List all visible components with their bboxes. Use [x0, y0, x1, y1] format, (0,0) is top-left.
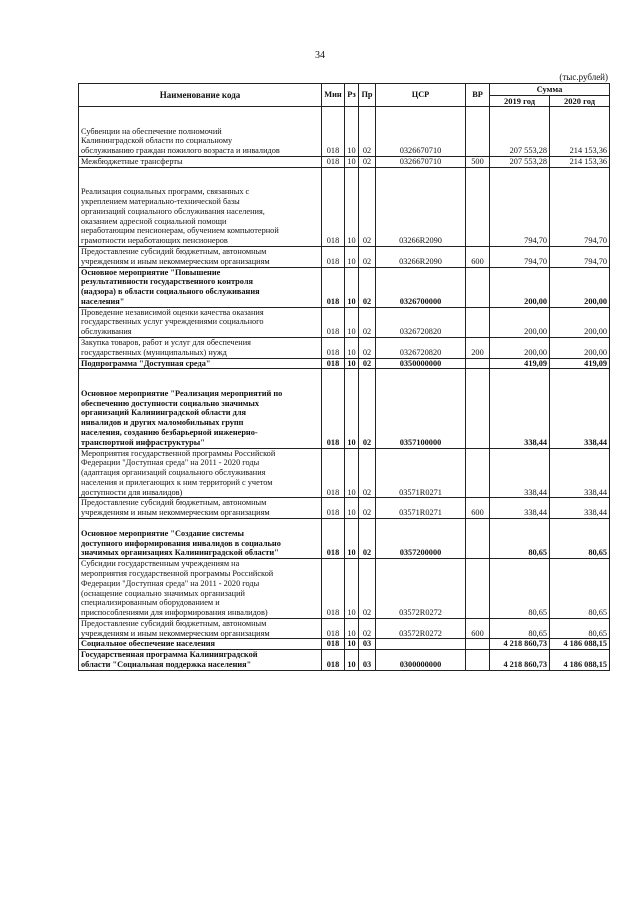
- cell-name-line: государственных услуг учреждениями социального: [81, 317, 264, 327]
- cell-csr: 03572R0272: [376, 559, 466, 619]
- table-row: [79, 107, 610, 157]
- cell-name-line: населения и прилегающих к ним территорий с учетом: [81, 477, 273, 487]
- cell-csr: 03571R0271: [376, 498, 466, 519]
- cell-vr: [466, 307, 490, 337]
- cell-rz: 10: [345, 107, 359, 157]
- cell-name: [79, 307, 322, 337]
- cell-rz: 10: [345, 618, 359, 639]
- cell-2020: 200,00: [550, 337, 610, 358]
- cell-name-line: Предоставление субсидий бюджетным, автономным: [81, 246, 267, 256]
- cell-name-line: Федерации "Доступная среда" на 2011 - 2020 годы: [81, 578, 260, 588]
- cell-name-line: Основное мероприятие "Реализация мероприятий по: [81, 388, 283, 398]
- cell-csr: 03266R2090: [376, 167, 466, 246]
- cell-name-line: значимых организациях Калининградской области": [81, 548, 279, 558]
- cell-name-line: [81, 177, 319, 187]
- cell-2019: 200,00: [490, 307, 550, 337]
- header-2020: 2020 год: [550, 96, 610, 107]
- cell-rz: 10: [345, 156, 359, 167]
- table-row: [79, 167, 610, 246]
- cell-name-line: Основное мероприятие "Повышение: [81, 267, 221, 277]
- units-label: (тыс.рублей): [559, 72, 608, 82]
- cell-2019: 338,44: [490, 498, 550, 519]
- cell-pr: 02: [359, 107, 376, 157]
- cell-pr: 02: [359, 448, 376, 498]
- cell-name-line: (адаптация организаций социального обслуживания: [81, 468, 266, 478]
- cell-name: [79, 358, 322, 369]
- cell-2020: 4 186 088,15: [550, 639, 610, 650]
- cell-2020: 4 186 088,15: [550, 650, 610, 671]
- cell-min: 018: [322, 246, 345, 267]
- cell-name: [79, 559, 322, 619]
- cell-name-line: Закупка товаров, работ и услуг для обеспечения: [81, 337, 251, 347]
- cell-csr: 03572R0272: [376, 618, 466, 639]
- cell-min: 018: [322, 498, 345, 519]
- cell-rz: 10: [345, 307, 359, 337]
- cell-2019: 200,00: [490, 267, 550, 307]
- cell-name-line: населения, созданию безбарьерной инженерно-: [81, 428, 258, 438]
- cell-name-line: государственных (муниципальных) нужд: [81, 347, 227, 357]
- cell-pr: 02: [359, 369, 376, 448]
- cell-name-line: [81, 117, 319, 127]
- cell-2019: 338,44: [490, 448, 550, 498]
- cell-min: 018: [322, 369, 345, 448]
- cell-name: [79, 650, 322, 671]
- table-row: [79, 519, 610, 559]
- cell-name-line: организаций Калининградской области для: [81, 408, 246, 418]
- cell-min: 018: [322, 107, 345, 157]
- cell-pr: 02: [359, 618, 376, 639]
- table-row: [79, 498, 610, 519]
- cell-name-line: приспособлениями для информирования инвалидов): [81, 608, 268, 618]
- cell-name-line: транспортной инфраструктуры": [81, 437, 205, 447]
- cell-name: [79, 639, 322, 650]
- cell-name: [79, 337, 322, 358]
- cell-min: 018: [322, 448, 345, 498]
- cell-2020: 419,09: [550, 358, 610, 369]
- header-sum: Сумма: [490, 84, 610, 96]
- cell-name-line: учреждениям и иным некоммерческим организациям: [81, 508, 270, 518]
- cell-csr: 0326720820: [376, 337, 466, 358]
- table-row: [79, 267, 610, 307]
- cell-name: [79, 448, 322, 498]
- cell-rz: 10: [345, 369, 359, 448]
- cell-name-line: Основное мероприятие "Создание системы: [81, 528, 245, 538]
- cell-2019: 80,65: [490, 618, 550, 639]
- cell-name-line: Федерации "Доступная среда" на 2011 - 2020 годы: [81, 458, 260, 468]
- cell-name-line: обслуживанию граждан пожилого возраста и инвалидов: [81, 146, 280, 156]
- cell-pr: 02: [359, 358, 376, 369]
- cell-min: 018: [322, 618, 345, 639]
- cell-name-line: (оснащение социально значимых организаций: [81, 588, 245, 598]
- cell-vr: [466, 639, 490, 650]
- cell-2020: 338,44: [550, 369, 610, 448]
- header-name: Наименование кода: [79, 84, 322, 107]
- cell-rz: 10: [345, 337, 359, 358]
- table-row: [79, 337, 610, 358]
- cell-name-line: Калининградской области по социальному: [81, 136, 233, 146]
- cell-csr: 0357100000: [376, 369, 466, 448]
- cell-name-line: специализированным оборудованием и: [81, 598, 220, 608]
- cell-name-line: Социальное обеспечение населения: [81, 639, 216, 649]
- cell-name: [79, 618, 322, 639]
- cell-csr: 0300000000: [376, 650, 466, 671]
- table-row: [79, 618, 610, 639]
- cell-pr: 02: [359, 498, 376, 519]
- cell-name-line: Мероприятия государственной программы Российской: [81, 448, 276, 458]
- cell-name-line: мероприятия государственной программы Российской: [81, 568, 274, 578]
- cell-name-line: Проведение независимой оценки качества оказания: [81, 307, 264, 317]
- cell-min: 018: [322, 519, 345, 559]
- cell-csr: 0326700000: [376, 267, 466, 307]
- budget-table-body: [79, 107, 610, 671]
- table-row: [79, 559, 610, 619]
- cell-2019: 80,65: [490, 559, 550, 619]
- cell-2019: 4 218 860,73: [490, 639, 550, 650]
- cell-2020: 338,44: [550, 498, 610, 519]
- cell-min: 018: [322, 358, 345, 369]
- table-row: [79, 369, 610, 448]
- cell-name: [79, 369, 322, 448]
- cell-min: 018: [322, 267, 345, 307]
- cell-name: [79, 156, 322, 167]
- table-row: [79, 307, 610, 337]
- cell-pr: 02: [359, 307, 376, 337]
- cell-vr: [466, 559, 490, 619]
- cell-2020: 794,70: [550, 246, 610, 267]
- cell-2019: 794,70: [490, 246, 550, 267]
- cell-name: [79, 267, 322, 307]
- cell-name-line: доступности для инвалидов): [81, 487, 183, 497]
- cell-vr: 500: [466, 156, 490, 167]
- cell-2020: 200,00: [550, 267, 610, 307]
- cell-pr: 02: [359, 156, 376, 167]
- cell-name-line: доступного информирования инвалидов в социально: [81, 538, 281, 548]
- cell-min: 018: [322, 156, 345, 167]
- cell-name-line: Государственная программа Калининградской: [81, 650, 258, 660]
- table-row: [79, 650, 610, 671]
- cell-vr: [466, 358, 490, 369]
- cell-name-line: укреплением материально-технической базы: [81, 197, 240, 207]
- cell-2020: 794,70: [550, 167, 610, 246]
- table-row: [79, 639, 610, 650]
- cell-csr: 0350000000: [376, 358, 466, 369]
- cell-2020: 338,44: [550, 448, 610, 498]
- cell-2019: 794,70: [490, 167, 550, 246]
- cell-vr: [466, 448, 490, 498]
- cell-min: 018: [322, 167, 345, 246]
- page-number: 34: [315, 50, 325, 61]
- cell-name-line: оказанием адресной социальной помощи: [81, 216, 227, 226]
- cell-rz: 10: [345, 448, 359, 498]
- cell-rz: 10: [345, 167, 359, 246]
- cell-pr: 02: [359, 246, 376, 267]
- cell-name-line: Межбюджетные трансферты: [81, 156, 183, 166]
- cell-csr: 0326670710: [376, 156, 466, 167]
- cell-pr: 02: [359, 337, 376, 358]
- cell-csr: 03571R0271: [376, 448, 466, 498]
- header-csr: ЦСР: [376, 84, 466, 107]
- cell-name-line: учреждениям и иным некоммерческим организациям: [81, 256, 270, 266]
- cell-name-line: результативности государственного контроля: [81, 277, 253, 287]
- cell-2019: 200,00: [490, 337, 550, 358]
- cell-min: 018: [322, 639, 345, 650]
- header-pr: Пр: [359, 84, 376, 107]
- cell-name: [79, 246, 322, 267]
- header-2019: 2019 год: [490, 96, 550, 107]
- cell-min: 018: [322, 337, 345, 358]
- cell-name-line: Реализация социальных программ, связанных с: [81, 187, 250, 197]
- cell-rz: 10: [345, 650, 359, 671]
- cell-rz: 10: [345, 498, 359, 519]
- cell-vr: 200: [466, 337, 490, 358]
- cell-csr: 0326720820: [376, 307, 466, 337]
- table-row: [79, 246, 610, 267]
- cell-name-line: [81, 379, 319, 389]
- cell-name-line: [81, 369, 319, 379]
- table-row: [79, 156, 610, 167]
- cell-vr: 600: [466, 246, 490, 267]
- table-row: [79, 358, 610, 369]
- cell-csr: [376, 639, 466, 650]
- cell-name-line: [81, 168, 319, 178]
- cell-2020: 80,65: [550, 519, 610, 559]
- cell-csr: 0326670710: [376, 107, 466, 157]
- header-rz: Рз: [345, 84, 359, 107]
- cell-csr: 03266R2090: [376, 246, 466, 267]
- cell-name: [79, 107, 322, 157]
- cell-pr: 02: [359, 267, 376, 307]
- cell-vr: [466, 650, 490, 671]
- cell-2020: 200,00: [550, 307, 610, 337]
- cell-rz: 10: [345, 358, 359, 369]
- cell-2019: 207 553,28: [490, 156, 550, 167]
- cell-min: 018: [322, 559, 345, 619]
- header-min: Мин: [322, 84, 345, 107]
- cell-rz: 10: [345, 639, 359, 650]
- cell-vr: [466, 519, 490, 559]
- cell-name-line: обеспечению доступности социально значимых: [81, 398, 260, 408]
- cell-name: [79, 519, 322, 559]
- cell-name-line: области "Социальная поддержка населения": [81, 659, 252, 669]
- cell-name: [79, 167, 322, 246]
- cell-pr: 03: [359, 639, 376, 650]
- cell-2020: 80,65: [550, 559, 610, 619]
- cell-min: 018: [322, 650, 345, 671]
- cell-name-line: инвалидов и других маломобильных групп: [81, 418, 244, 428]
- cell-rz: 10: [345, 267, 359, 307]
- cell-2019: 419,09: [490, 358, 550, 369]
- cell-name-line: [81, 519, 319, 529]
- cell-name-line: населения": [81, 296, 125, 306]
- cell-name-line: Субвенции на обеспечение полномочий: [81, 126, 222, 136]
- cell-2020: 214 153,36: [550, 156, 610, 167]
- table-row: [79, 448, 610, 498]
- cell-name-line: организаций социального обслуживания населения,: [81, 206, 265, 216]
- cell-min: 018: [322, 307, 345, 337]
- cell-name-line: грамотности неработающих пенсионеров: [81, 236, 228, 246]
- cell-2019: 207 553,28: [490, 107, 550, 157]
- budget-table: [78, 83, 610, 671]
- cell-csr: 0357200000: [376, 519, 466, 559]
- cell-pr: 02: [359, 519, 376, 559]
- cell-name-line: (надзора) в области социального обслуживания: [81, 287, 260, 297]
- cell-vr: [466, 369, 490, 448]
- cell-rz: 10: [345, 559, 359, 619]
- cell-pr: 02: [359, 559, 376, 619]
- cell-name-line: неработающим пенсионерам, обучением компьютерной: [81, 226, 279, 236]
- cell-2020: 214 153,36: [550, 107, 610, 157]
- cell-name-line: [81, 107, 319, 117]
- cell-pr: 03: [359, 650, 376, 671]
- cell-vr: 600: [466, 498, 490, 519]
- cell-vr: 600: [466, 618, 490, 639]
- cell-rz: 10: [345, 519, 359, 559]
- cell-name-line: учреждениям и иным некоммерческим организациям: [81, 628, 270, 638]
- cell-vr: [466, 267, 490, 307]
- cell-2019: 4 218 860,73: [490, 650, 550, 671]
- cell-2020: 80,65: [550, 618, 610, 639]
- cell-vr: [466, 167, 490, 246]
- cell-vr: [466, 107, 490, 157]
- cell-name-line: Предоставление субсидий бюджетным, автономным: [81, 618, 267, 628]
- cell-name-line: Подпрограмма "Доступная среда": [81, 358, 211, 368]
- cell-2019: 338,44: [490, 369, 550, 448]
- header-vr: ВР: [466, 84, 490, 107]
- cell-name-line: Предоставление субсидий бюджетным, автономным: [81, 498, 267, 508]
- cell-name-line: Субсидии государственным учреждениям на: [81, 559, 240, 569]
- cell-pr: 02: [359, 167, 376, 246]
- cell-name-line: обслуживания: [81, 327, 132, 337]
- cell-2019: 80,65: [490, 519, 550, 559]
- cell-name: [79, 498, 322, 519]
- cell-rz: 10: [345, 246, 359, 267]
